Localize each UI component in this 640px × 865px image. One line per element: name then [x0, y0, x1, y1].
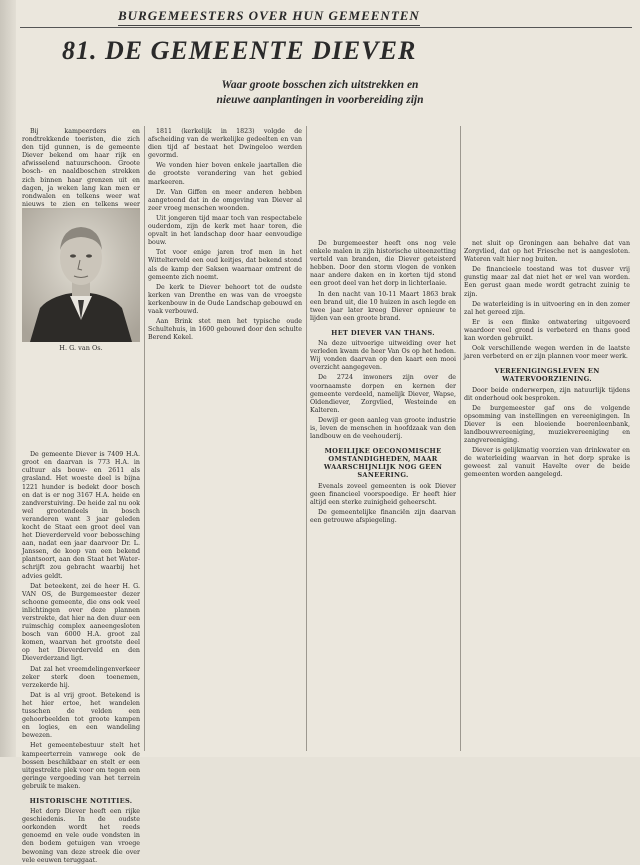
- body-paragraph: Diever is gelijkmatig voorzien van drinkwater en de waterleiding waarvan in het dorp sprake is geweest zal vanuit Havelte over de beide gemeenten worden aangelegd.: [464, 447, 630, 479]
- column-top-space: [310, 128, 456, 240]
- body-paragraph: Door beide onderwerpen, zijn natuurlijk tijdens dit onderhoud ook besproken.: [464, 386, 630, 402]
- body-paragraph: Dr. Van Giffen en meer anderen hebben aangetoond dat in de omgeving van Diever al zeer vroeg menschen woonden.: [148, 188, 302, 212]
- body-paragraph: net sluit op Groningen aan behalve dat van Zorgvlied, dat op het Friesche net is aangesloten. Wateren valt hier nog buiten.: [464, 240, 630, 264]
- body-paragraph: Dat is al vrij groot. Betekend is het hier ertoe, het wandelen tusschen de velden een gehoorbeelden tot groote kampen en logies, en een wandeling bewezen.: [22, 691, 140, 740]
- body-paragraph: In den nacht van 10-11 Maart 1863 brak een brand uit, die 10 huizen in asch legde en twee jaar later kreeg Diever opnieuw te lijden van een groote brand.: [310, 290, 456, 322]
- body-paragraph: De kerk te Diever behoort tot de oudste kerken van Drenthe en was van de vroegste kerkenbouw in de Oude Landschap gebouwd en vaak verbouwd.: [148, 283, 302, 315]
- page-fold-shadow: [0, 0, 16, 757]
- column-top-space: [464, 128, 630, 240]
- article-title: 81. DE GEMEENTE DIEVER: [62, 36, 417, 65]
- column-4: [464, 128, 630, 748]
- series-header: BURGEMEESTERS OVER HUN GEMEENTEN: [118, 8, 420, 26]
- body-paragraph: Tot voor enige jaren trof men in het Wittelterveld een oud keitjes, dat bekend stond als de kamp der Saksen waarnaar omtrent de gemeente zich noemt.: [148, 249, 302, 281]
- body-paragraph: 1811 (kerkelijk in 1823) volgde de afscheiding van de werkelijke gedeelten en van dien tijd af bestaat het Dwingeloo werden gevormd.: [148, 128, 302, 160]
- body-paragraph: De gemeentelijke financiën zijn daarvan een getrouwe afspiegeling.: [310, 508, 456, 524]
- body-paragraph: Ook verschillende wegen werden in de laatste jaren verbeterd en er zijn plannen voor meer werk.: [464, 345, 630, 361]
- intro-paragraph: Bij kampeerders en rondtrekkende toeristen, die zich den tijd gunnen, is de gemeente Diever bekend om haar rijk en afwisselend natuurschoon. Groote bosch- en naaldboschen strekken zich binnen haar grenzen uit en dagen, ja weken lang kan men er rondwalen en telkens weer wat nieuws te zien en telkens weer: [22, 128, 140, 208]
- body-paragraph: Aan Brink stet men het typische oude Schultehuis, in 1600 gebouwd door den schulte Berend Kekel.: [148, 318, 302, 342]
- body-paragraph: De waterleiding is in uitvoering en in den zomer zal het gereed zijn.: [464, 300, 630, 316]
- column-2: [148, 128, 302, 748]
- column-rule: [306, 126, 307, 751]
- portrait-image: [22, 208, 140, 342]
- article-subtitle: [0, 78, 640, 108]
- body-paragraph: Dat zal het vreemdelingenverkeer zeker sterk doen toenemen, verzekerde hij.: [22, 665, 140, 689]
- column-3: [310, 128, 456, 748]
- section-heading: MOEILIJKE OECONOMISCHE OMSTANDIGHEDEN, MAAR WAARSCHIJNLIJK NOG GEEN SANEERING.: [323, 447, 443, 480]
- body-paragraph: De 2724 inwoners zijn over de voornaamste dorpen en kernen der gemeente verdeeld, namelijk Diever, Wapse, Oldendiever, Zorgvlied, Westeinde en Kalteren.: [310, 374, 456, 414]
- body-paragraph: Er is een flinke ontwatering uitgevoerd waardoor veel grond is verbeterd en thans goed kan worden gebruikt.: [464, 318, 630, 343]
- section-heading: HISTORISCHE NOTITIES.: [29, 796, 133, 805]
- body-paragraph: De gemeente Diever is 7409 H.A. groot en daarvan is 773 H.A. in cultuur als bouw- en 2611 als grasland. Het woeste deel is bijna 1221 hunder is bedekt door bosch en dat is er nog 3167 H.A. heide en zandverstuiving. De heide zal nu ook wel grootendeels in bosch veranderen want 3 jaar geleden kocht de Staat een groot deel van het Dieverderveld voor bebossching aan, nadat een jaar daarvoor Dr. L. Janssen, de koop van een bekend plantsoort, aan den Staat het Water-schrijft zou gebracht waarbij het advies geldt.: [22, 451, 140, 580]
- body-paragraph: Dat beteekent, zei de heer H. G. VAN OS, de Burgemeester dezer schoone gemeente, die ons ook veel inlichtingen over deze plannen verstrekte, dat hier na den duur een ruimschig complex aaneengesloten bosch van 6000 H.A. groot zal komen, waarvan het grootste deel op het Dieverderveld en den Dieverderzand ligt.: [22, 582, 140, 663]
- body-paragraph: De burgemeester heeft ons nog vele enkele malen in zijn historische uiteenzetting verteld van branden, die Diever geteisterd hebben. Door den storm vlogen de vonken naar andere daken en in korten tijd stond een groot deel van het dorp in lichterlaaie.: [310, 240, 456, 288]
- body-paragraph: De financieele toestand was tot dusver vrij gunstig maar zal dat niet het er wel van worden. Een gerust gaan mede wordt getracht zuinig te zijn.: [464, 266, 630, 298]
- body-paragraph: Na deze uitvoerige uitweiding over het verleden kwam de heer Van Os op het heden. Wij vonden daarvan op den kaart een mooi overzicht aangegeven.: [310, 340, 456, 372]
- portrait-photo: [22, 208, 140, 342]
- body-paragraph: Uit jongeren tijd maar toch van respectabele ouderdom, zijn de kerk met haar toren, die opvalt in het landschap door haar eenvoudige bouw.: [148, 214, 302, 247]
- subtitle-line-2: nieuwe aanplantingen in voorbereiding zijn: [216, 94, 424, 106]
- header-rule: [20, 27, 632, 28]
- body-paragraph: Het gemeentebestuur stelt het kampeerterrein vanwege ook de bossen beschikbaar en stelt er een uitgestrekte plek voor om tegen een geringe vergoeding van het terrein gebruik te maken.: [22, 742, 140, 790]
- section-heading: HET DIEVER VAN THANS.: [331, 328, 435, 337]
- body-paragraph: Het dorp Diever heeft een rijke geschiedenis. In de oudste oorkonden wordt het reeds genoemd en vele oude vondsten in den bodem getuigen van vroege bewoning van deze streek die over vele eeuwen teruggaat.: [22, 808, 140, 864]
- body-paragraph: We vonden hier boven enkele jaartallen die de grootste verandering van het gebied markeeren.: [148, 162, 302, 186]
- body-paragraph: De burgemeester gaf ons de volgende opsomming van instellingen en vereenigingen. In Diever is een bloeiende boerenleenbank, landbouwvereeniging, muziekvereeniging en zangvereeniging.: [464, 404, 630, 445]
- column-rule: [460, 126, 461, 751]
- section-heading: VEREENIGINGSLEVEN EN WATERVOORZIENING.: [494, 367, 600, 384]
- subtitle-line-1: Waar groote bosschen zich uitstrekken en: [221, 79, 419, 91]
- column-rule: [144, 126, 145, 751]
- photo-caption: H. G. van Os.: [59, 344, 103, 352]
- body-paragraph: Dewijl er geen aanleg van groote industrie is, leven de menschen in hoofdzaak van den landbouw en de veehouderij.: [310, 416, 456, 441]
- body-paragraph: Evenals zoveel gemeenten is ook Diever geen financieel voorspoedige. Er heeft hier altijd een sterke zuinigheid geheerscht.: [310, 482, 456, 506]
